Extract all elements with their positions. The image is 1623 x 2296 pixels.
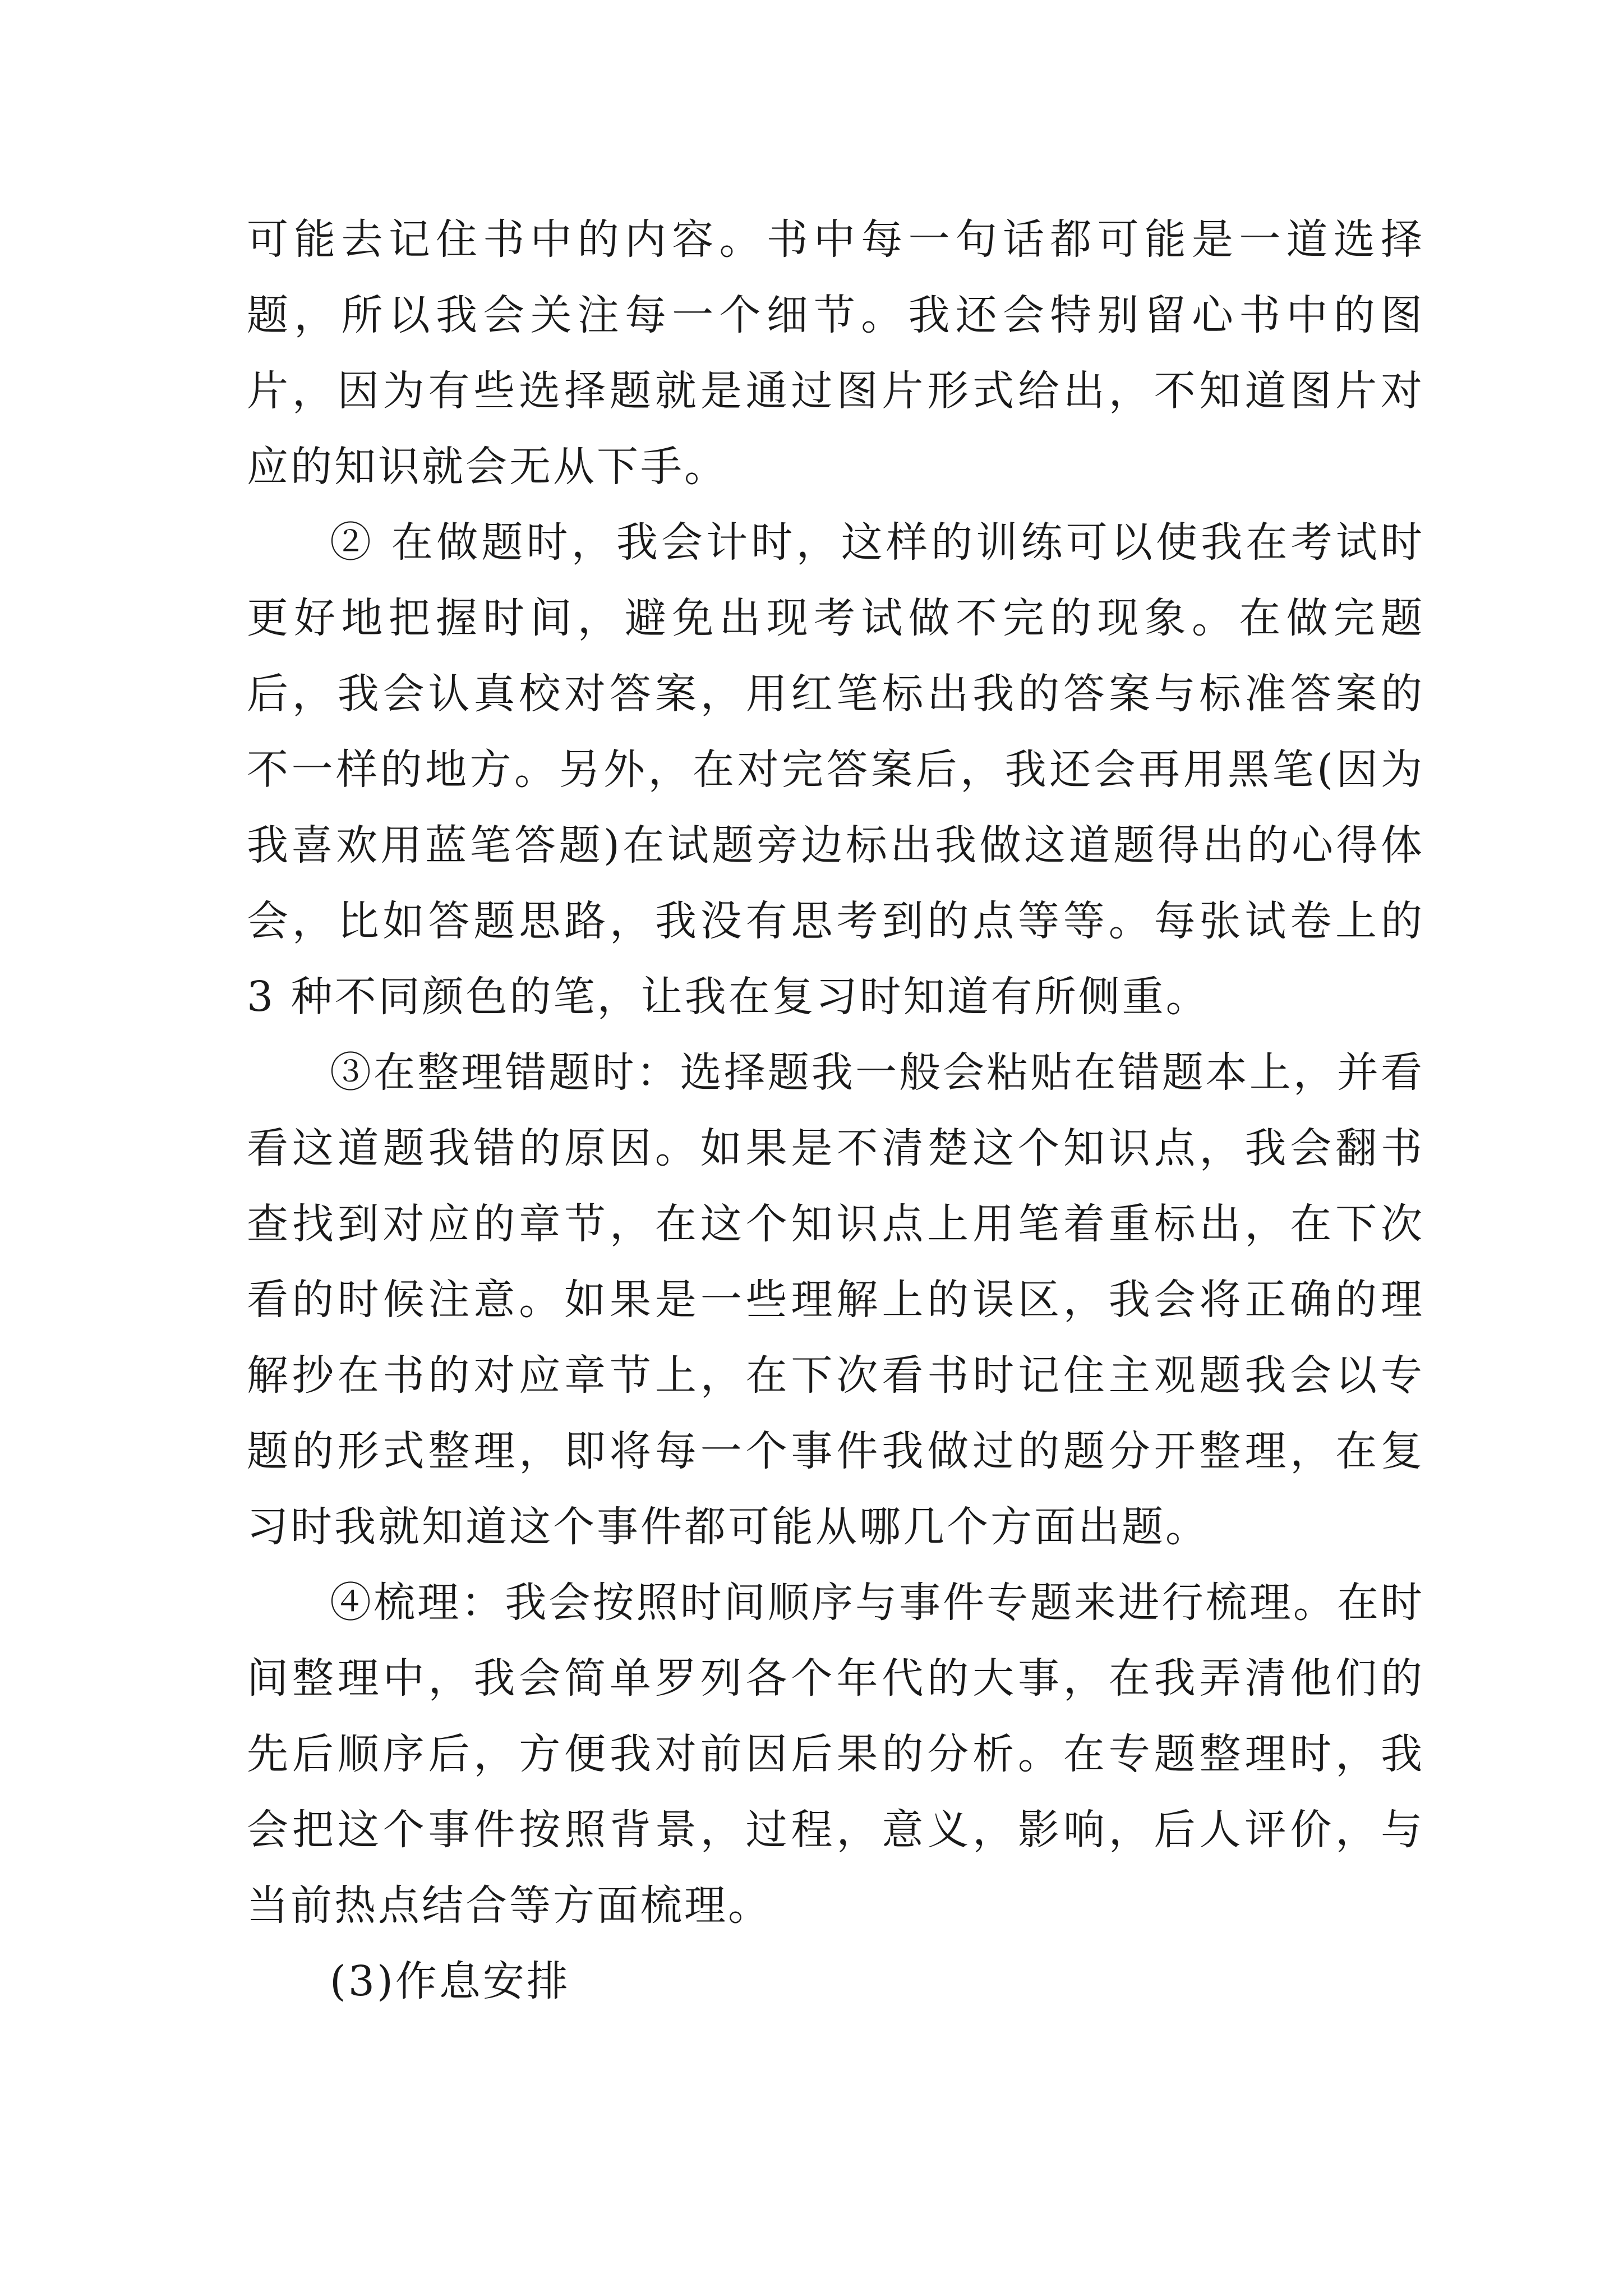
paragraph-item-3: ③在整理错题时：选择题我一般会粘贴在错题本上，并看看这道题我错的原因。如果是不清楚这个知识点，我会翻书查找到对应的章节，在这个知识点上用笔着重标出，在下次看的时候注意。如果是一些理解上的误区，我会将正确的理解抄在书的对应章节上，在下次看书时记住主观题我会以专题的形式整理，即将每一个事件我做过的题分开整理，在复习时我就知道这个事件都可能从哪几个方面出题。 [247,1048,1424,1551]
paragraph-item-2: ② 在做题时，我会计时，这样的训练可以使我在考试时更好地把握时间，避免出现考试做不完的现象。在做完题后，我会认真校对答案，用红笔标出我的答案与标准答案的不一样的地方。另外，在对完答案后，我还会再用黑笔(因为我喜欢用蓝笔答题)在试题旁边标出我做这道题得出的心得体会，比如答题思路，我没有思考到的点等等。每张试卷上的 3 种不同颜色的笔，让我在复习时知道有所侧重。 [247,518,1424,1021]
paragraph-item-4: ④梳理：我会按照时间顺序与事件专题来进行梳理。在时间整理中，我会简单罗列各个年代的大事，在我弄清他们的先后顺序后，方便我对前因后果的分析。在专题整理时，我会把这个事件按照背景，过程，意义，影响，后人评价，与当前热点结合等方面梳理。 [247,1579,1424,1930]
paragraph-continuation: 可能去记住书中的内容。书中每一句话都可能是一道选择题，所以我会关注每一个细节。我还会特别留心书中的图片，因为有些选择题就是通过图片形式给出，不知道图片对应的知识就会无从下手。 [247,215,1424,491]
section-heading-schedule: (3)作息安排 [330,1957,570,2005]
body-text [247,202,1424,2019]
